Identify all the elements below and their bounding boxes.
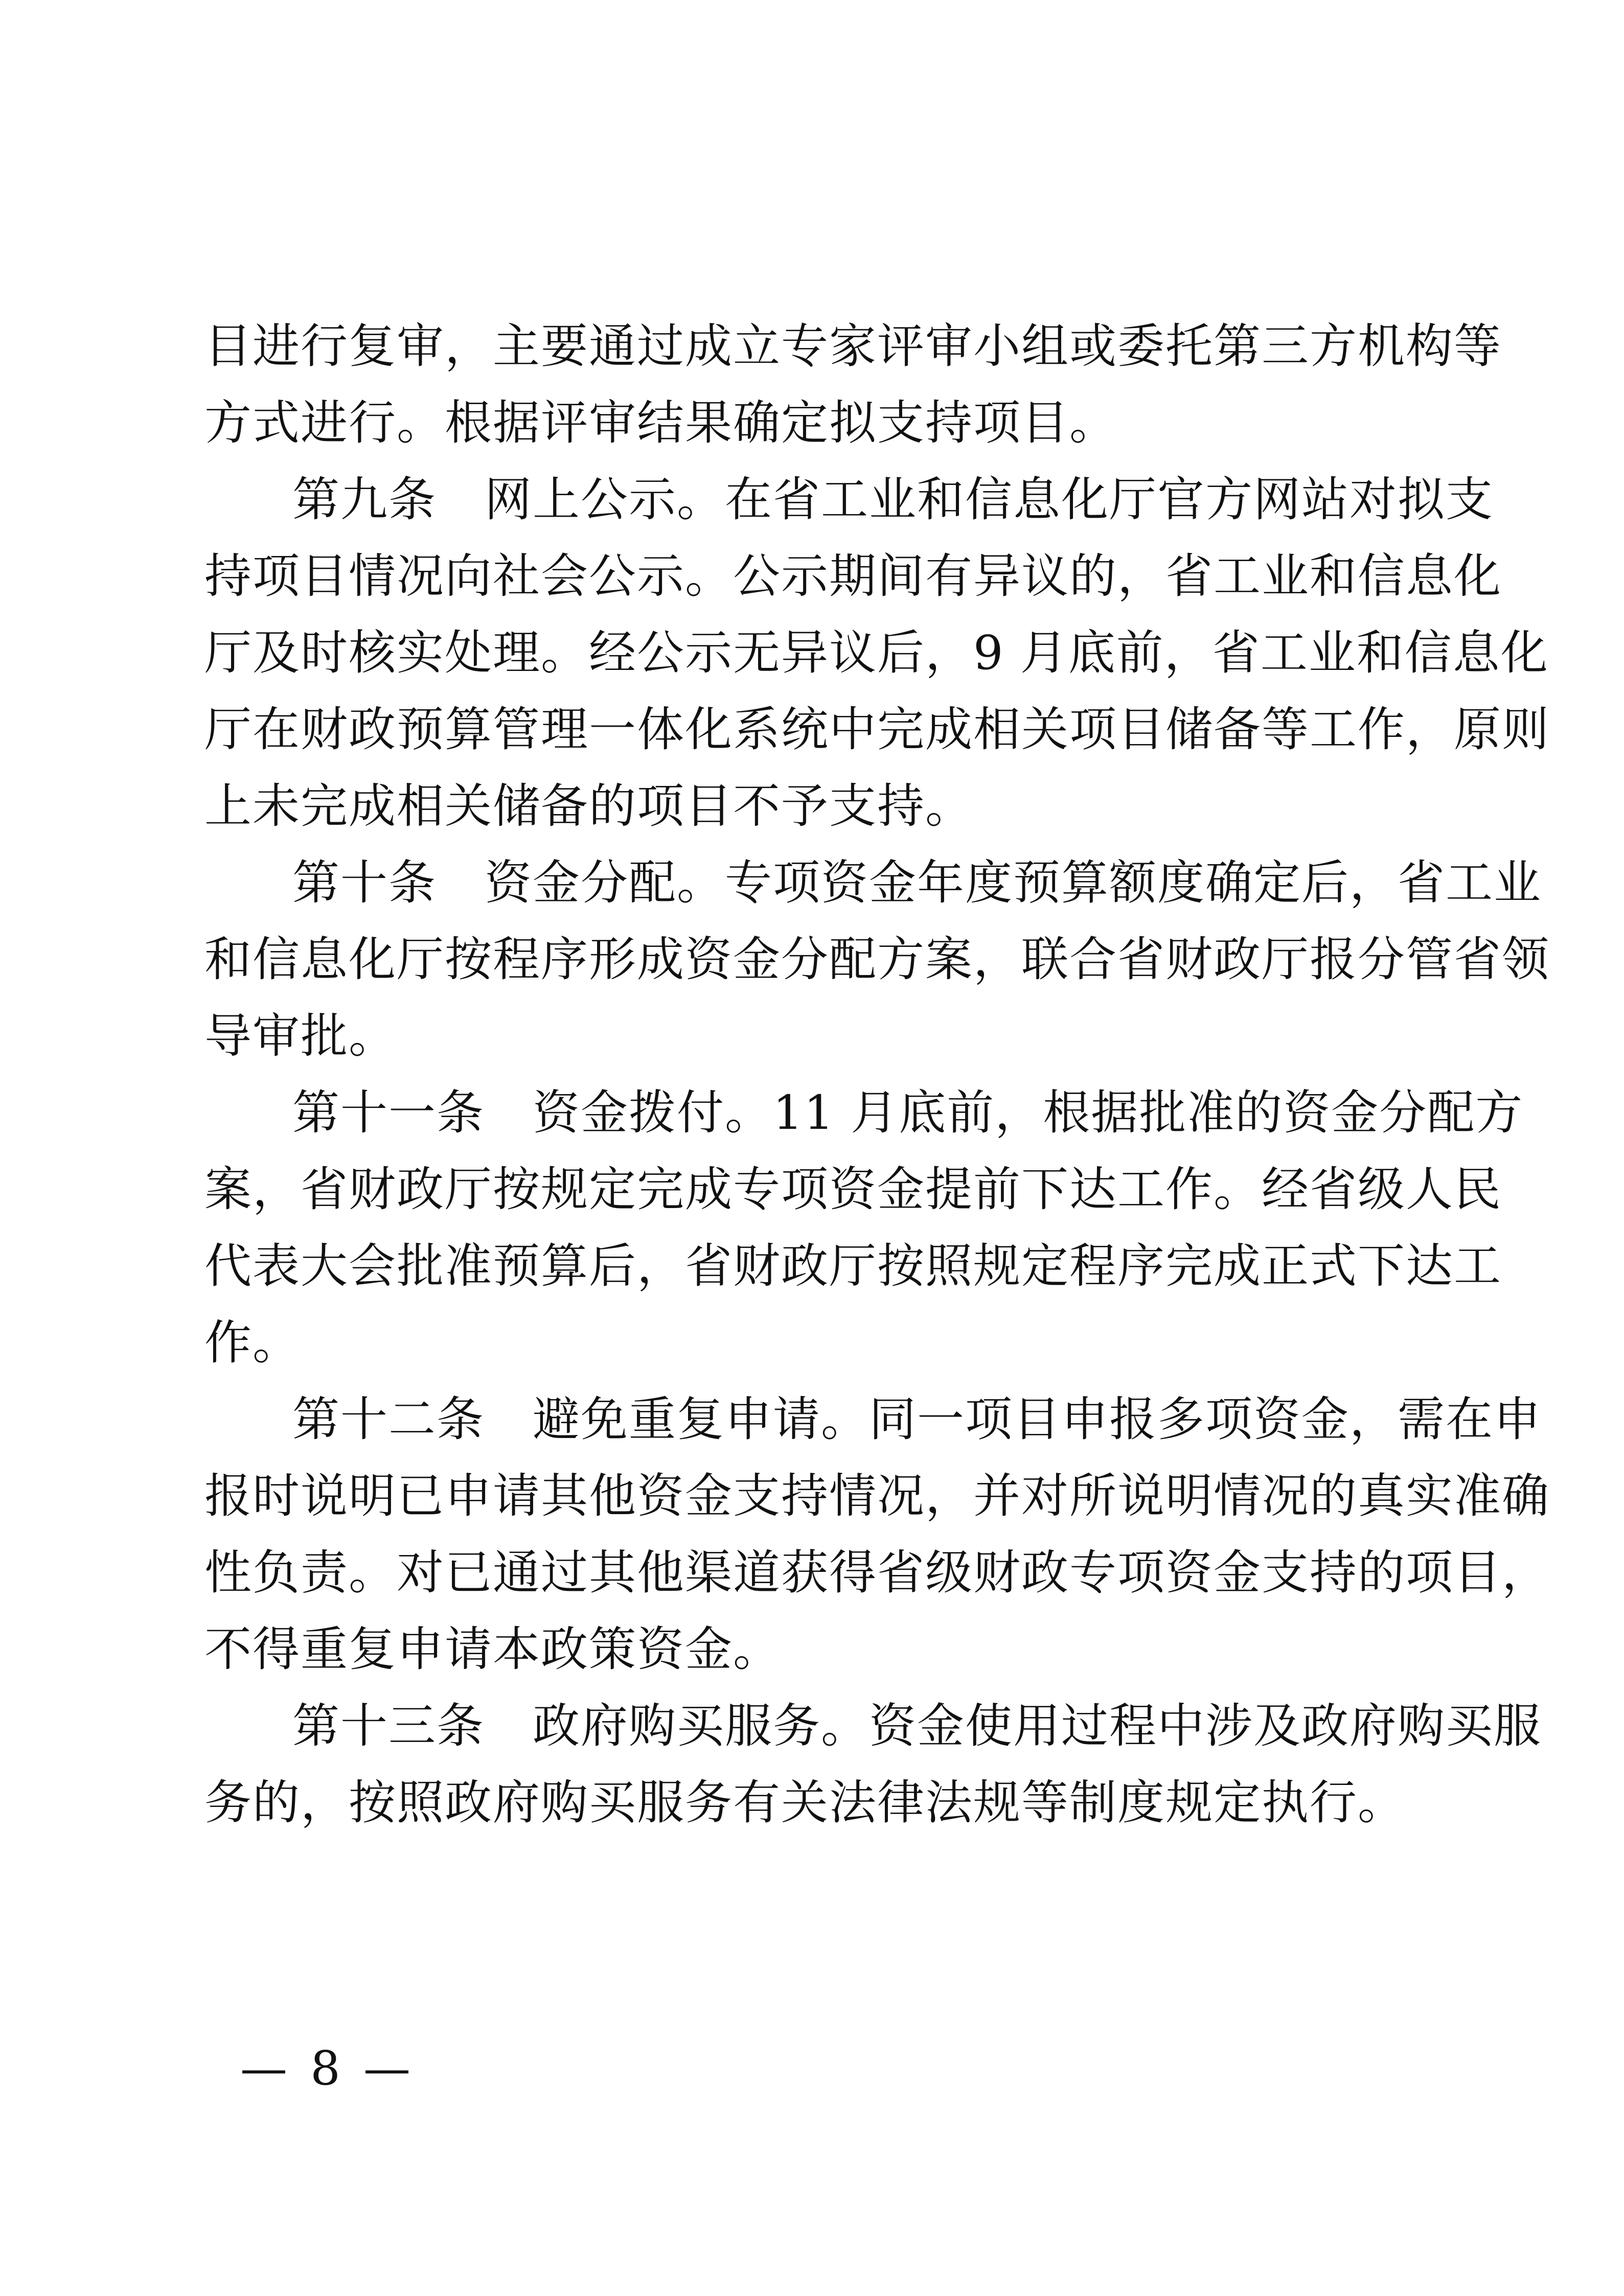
body-text-line: 报时说明已申请其他资金支持情况，并对所说明情况的真实准确 xyxy=(204,1469,1550,1523)
article-12-heading-line: 第十二条 避免重复申请。同一项目申报多项资金，需在申 xyxy=(292,1392,1542,1447)
article-11-heading-line: 第十一条 资金拨付。11 月底前，根据批准的资金分配方 xyxy=(292,1085,1524,1140)
body-text-line: 方式进行。根据评审结果确定拟支持项目。 xyxy=(204,396,1118,450)
body-text-line: 目进行复审，主要通过成立专家评审小组或委托第三方机构等 xyxy=(204,319,1502,374)
body-text-line: 导审批。 xyxy=(204,1009,397,1063)
body-text-line: 厅及时核实处理。经公示无异议后，9 月底前，省工业和信息化 xyxy=(204,625,1549,680)
article-10-heading-line: 第十条 资金分配。专项资金年度预算额度确定后，省工业 xyxy=(292,855,1542,910)
body-text-line: 作。 xyxy=(204,1315,301,1370)
body-text-line: 上未完成相关储备的项目不予支持。 xyxy=(204,779,974,833)
body-text-line: 代表大会批准预算后，省财政厅按照规定程序完成正式下达工 xyxy=(204,1239,1502,1293)
body-text-line: 不得重复申请本政策资金。 xyxy=(204,1622,782,1677)
body-text-line: 性负责。对已通过其他渠道获得省级财政专项资金支持的项目， xyxy=(204,1545,1550,1600)
body-text-line: 持项目情况向社会公示。公示期间有异议的，省工业和信息化 xyxy=(204,549,1502,604)
body-text-line: 案，省财政厅按规定完成专项资金提前下达工作。经省级人民 xyxy=(204,1162,1502,1217)
body-text-line: 和信息化厅按程序形成资金分配方案，联合省财政厅报分管省领 xyxy=(204,932,1550,987)
article-9-heading-line: 第九条 网上公示。在省工业和信息化厅官方网站对拟支 xyxy=(292,472,1494,527)
body-text-line: 厅在财政预算管理一体化系统中完成相关项目储备等工作，原则 xyxy=(204,702,1550,757)
article-13-heading-line: 第十三条 政府购买服务。资金使用过程中涉及政府购买服 xyxy=(292,1699,1542,1753)
page-number: — 8 — xyxy=(240,2041,415,2096)
body-text-line: 务的，按照政府购买服务有关法律法规等制度规定执行。 xyxy=(204,1775,1406,1830)
